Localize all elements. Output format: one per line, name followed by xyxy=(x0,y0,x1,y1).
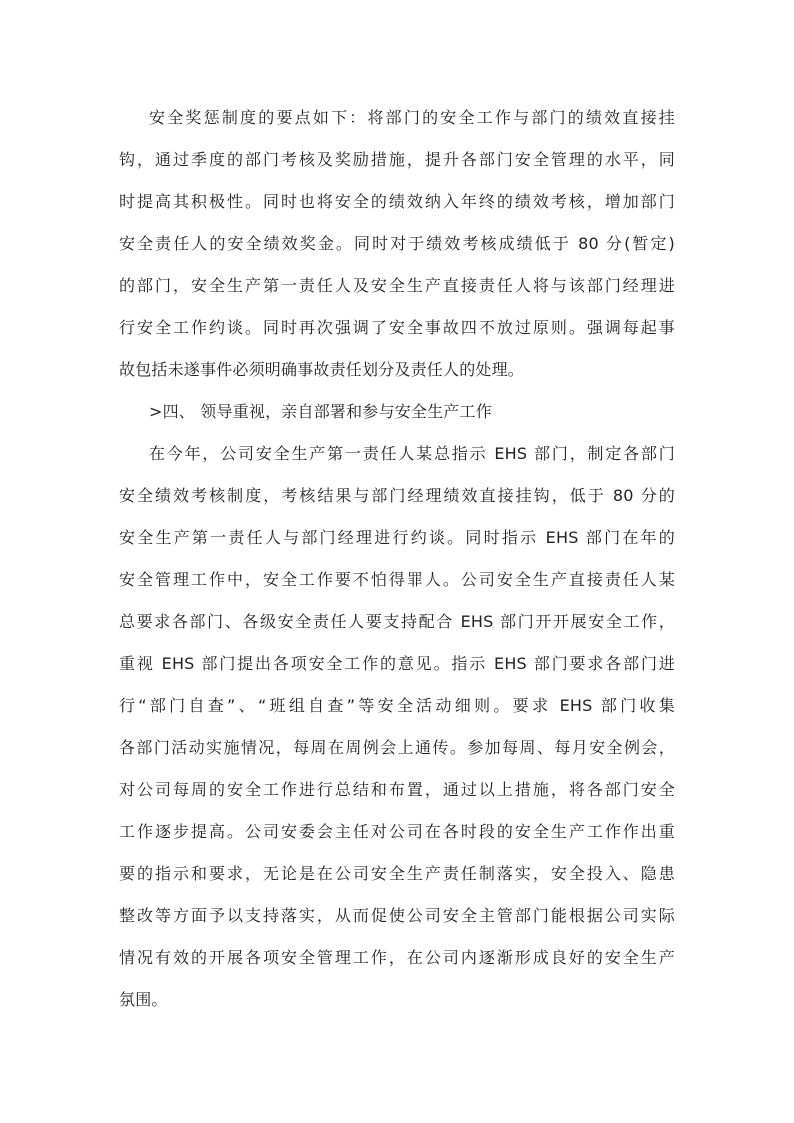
paragraph-1-line-6: 行安全工作约谈。同时再次强调了安全事故四不放过原则。强调每起事 xyxy=(119,318,675,337)
paragraph-2-line-6: 重视 EHS 部门提出各项安全工作的意见。指示 EHS 部门要求各部门进 xyxy=(119,654,675,673)
paragraph-2-line-4: 安全管理工作中，安全工作要不怕得罪人。公司安全生产直接责任人某 xyxy=(119,570,675,589)
paragraph-2-line-5: 总要求各部门、各级安全责任人要支持配合 EHS 部门开开展安全工作， xyxy=(119,612,675,631)
paragraph-2-line-1: 在今年，公司安全生产第一责任人某总指示 EHS 部门，制定各部门 xyxy=(149,444,675,463)
paragraph-2-line-11: 要的指示和要求，无论是在公司安全生产责任制落实，安全投入、隐患 xyxy=(119,864,675,883)
paragraph-2-line-2: 安全绩效考核制度，考核结果与部门经理绩效直接挂钩，低于 80 分的 xyxy=(119,486,675,505)
paragraph-2-line-12: 整改等方面予以支持落实，从而促使公司安全主管部门能根据公司实际 xyxy=(119,906,675,925)
paragraph-2-line-13: 情况有效的开展各项安全管理工作，在公司内逐渐形成良好的安全生产 xyxy=(119,948,675,967)
paragraph-1-line-5: 的部门，安全生产第一责任人及安全生产直接责任人将与该部门经理进 xyxy=(119,276,675,295)
paragraph-2-line-14: 氛围。 xyxy=(119,990,168,1009)
paragraph-2-line-10: 工作逐步提高。公司安委会主任对公司在各时段的安全生产工作作出重 xyxy=(119,822,675,841)
paragraph-2-line-7: 行“部门自查”、“班组自查”等安全活动细则。要求 EHS 部门收集 xyxy=(119,696,675,715)
paragraph-2-line-3: 安全生产第一责任人与部门经理进行约谈。同时指示 EHS 部门在年的 xyxy=(119,528,675,547)
section-heading: >四、 领导重视，亲自部署和参与安全生产工作 xyxy=(149,402,492,421)
paragraph-1-line-2: 钩，通过季度的部门考核及奖励措施，提升各部门安全管理的水平，同 xyxy=(119,150,675,169)
paragraph-1-line-4: 安全责任人的安全绩效奖金。同时对于绩效考核成绩低于 80 分(暂定) xyxy=(119,234,675,253)
paragraph-1-line-3: 时提高其积极性。同时也将安全的绩效纳入年终的绩效考核，增加部门 xyxy=(119,192,675,211)
paragraph-1-line-7: 故包括未遂事件必须明确事故责任划分及责任人的处理。 xyxy=(119,360,525,379)
paragraph-1-line-1: 安全奖惩制度的要点如下：将部门的安全工作与部门的绩效直接挂 xyxy=(149,108,675,127)
paragraph-2-line-9: 对公司每周的安全工作进行总结和布置，通过以上措施，将各部门安全 xyxy=(119,780,675,799)
paragraph-2-line-8: 各部门活动实施情况，每周在周例会上通传。参加每周、每月安全例会， xyxy=(119,738,675,757)
